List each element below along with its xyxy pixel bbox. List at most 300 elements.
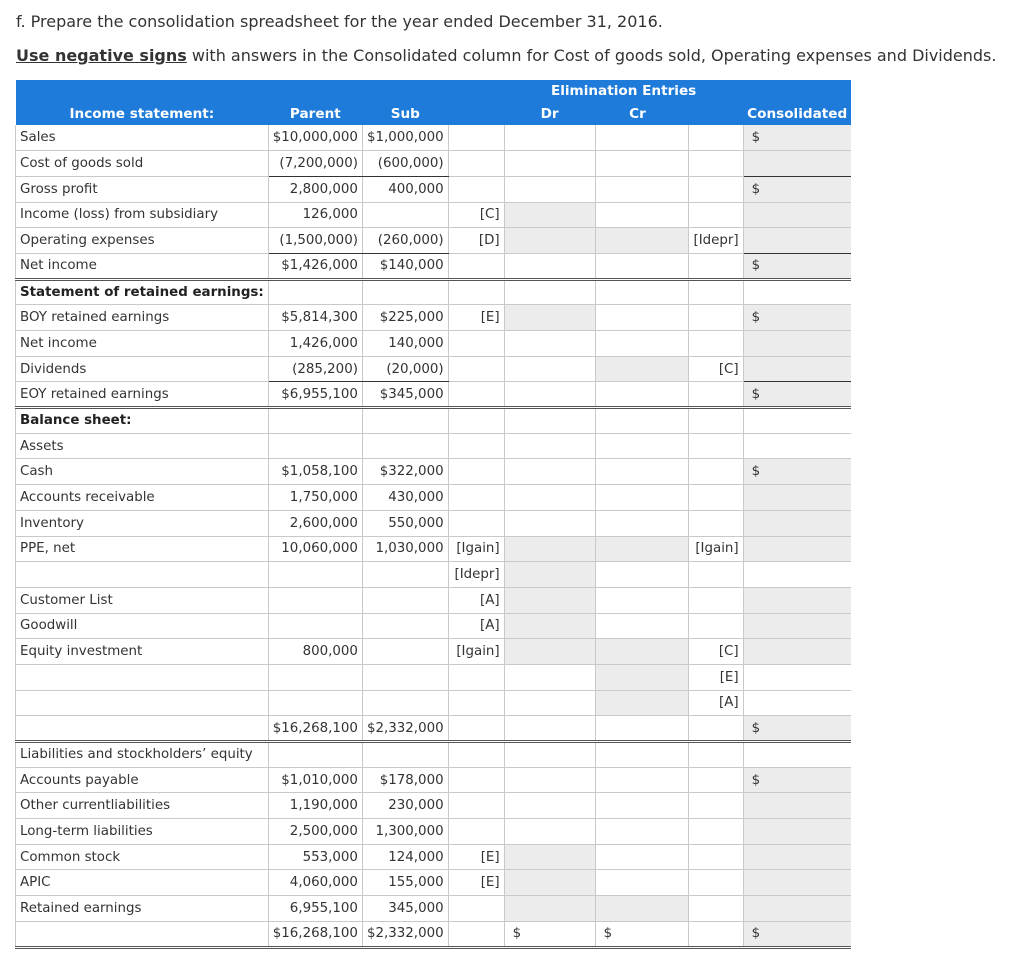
row-label: Liabilities and stockholders’ equity — [16, 742, 269, 768]
dr-reference — [448, 690, 504, 716]
cr-reference — [688, 819, 743, 845]
sub-value: 345,000 — [362, 896, 448, 922]
consolidated-input-cell[interactable] — [743, 742, 851, 768]
dr-input-cell[interactable] — [504, 587, 595, 613]
dr-input-cell[interactable] — [504, 870, 595, 896]
sub-value: $178,000 — [362, 767, 448, 793]
dr-input-cell[interactable] — [504, 202, 595, 228]
cr-reference — [688, 433, 743, 459]
cr-reference: [C] — [688, 356, 743, 382]
dr-reference: [D] — [448, 228, 504, 254]
sub-value: (260,000) — [362, 228, 448, 254]
cr-input-cell[interactable] — [595, 253, 688, 279]
sub-value: 1,300,000 — [362, 819, 448, 845]
cr-input-cell[interactable] — [595, 896, 688, 922]
row-label: Net income — [16, 331, 269, 357]
sub-value: 140,000 — [362, 331, 448, 357]
cr-reference — [688, 767, 743, 793]
sub-value: $345,000 — [362, 382, 448, 408]
dr-input-cell[interactable] — [504, 793, 595, 819]
consolidated-input-cell[interactable] — [743, 639, 851, 665]
dr-input-cell[interactable] — [504, 382, 595, 408]
parent-value: $10,000,000 — [268, 125, 362, 151]
cr-input-cell[interactable] — [595, 562, 688, 588]
cr-input-cell[interactable] — [595, 844, 688, 870]
dr-input-cell[interactable] — [504, 690, 595, 716]
cr-reference — [688, 921, 743, 947]
question-text: f. Prepare the consolidation spreadsheet for the year ended December 31, 2016. — [16, 12, 663, 31]
cr-reference: [C] — [688, 639, 743, 665]
cr-input-cell[interactable]: $ — [595, 921, 688, 947]
consolidated-input-cell[interactable] — [743, 664, 851, 690]
row-label: Accounts receivable — [16, 485, 269, 511]
sub-value: $140,000 — [362, 253, 448, 279]
dr-input-cell[interactable] — [504, 228, 595, 254]
table-row — [16, 896, 852, 922]
consolidated-input-cell[interactable]: $ — [743, 253, 851, 279]
row-label: Long-term liabilities — [16, 819, 269, 845]
row-label: Statement of retained earnings: — [16, 279, 269, 305]
parent-value: (285,200) — [268, 356, 362, 382]
cr-input-cell[interactable] — [595, 587, 688, 613]
table-row — [16, 690, 852, 716]
consolidated-input-cell[interactable] — [743, 562, 851, 588]
sub-value: 550,000 — [362, 510, 448, 536]
sub-value — [362, 742, 448, 768]
consolidated-input-cell[interactable] — [743, 151, 851, 177]
sub-value: (600,000) — [362, 151, 448, 177]
row-label: Cash — [16, 459, 269, 485]
table-row — [16, 587, 852, 613]
dr-reference — [448, 331, 504, 357]
dr-input-cell[interactable] — [504, 536, 595, 562]
row-label: Goodwill — [16, 613, 269, 639]
dr-reference — [448, 485, 504, 511]
table-row — [16, 639, 852, 665]
consolidated-input-cell[interactable] — [743, 870, 851, 896]
cr-reference — [688, 331, 743, 357]
consolidated-input-cell[interactable] — [743, 613, 851, 639]
dr-reference — [448, 510, 504, 536]
row-label: Accounts payable — [16, 767, 269, 793]
elimination-entries-header: Elimination Entries — [504, 80, 743, 102]
parent-value: 2,500,000 — [268, 819, 362, 845]
dr-reference — [448, 896, 504, 922]
parent-value: $1,058,100 — [268, 459, 362, 485]
cr-input-cell[interactable] — [595, 382, 688, 408]
cr-reference: [Igain] — [688, 536, 743, 562]
consolidated-input-cell[interactable] — [743, 331, 851, 357]
dr-reference — [448, 459, 504, 485]
dr-reference — [448, 921, 504, 947]
dr-reference: [E] — [448, 844, 504, 870]
parent-value — [268, 690, 362, 716]
dr-input-cell[interactable] — [504, 151, 595, 177]
row-label: Gross profit — [16, 176, 269, 202]
table-row — [16, 870, 852, 896]
row-label: Other currentliabilities — [16, 793, 269, 819]
dr-reference — [448, 176, 504, 202]
question-line — [16, 12, 663, 31]
dr-reference: [E] — [448, 870, 504, 896]
dr-input-cell[interactable] — [504, 125, 595, 151]
cr-reference — [688, 870, 743, 896]
table-row — [16, 176, 852, 202]
table-row — [16, 819, 852, 845]
dr-reference — [448, 793, 504, 819]
dr-reference: [A] — [448, 613, 504, 639]
dr-input-cell[interactable] — [504, 562, 595, 588]
instruction-text: with answers in the Consolidated column for Cost of goods sold, Operating expenses and Dividends. — [186, 46, 997, 65]
parent-value: 6,955,100 — [268, 896, 362, 922]
dr-reference — [448, 664, 504, 690]
row-label: Assets — [16, 433, 269, 459]
dr-reference — [448, 253, 504, 279]
sub-value: 400,000 — [362, 176, 448, 202]
dr-input-cell[interactable] — [504, 459, 595, 485]
dr-input-cell[interactable]: $ — [504, 921, 595, 947]
cr-reference — [688, 382, 743, 408]
consolidated-header: Consolidated — [743, 102, 851, 125]
cr-reference: [E] — [688, 664, 743, 690]
dr-input-cell[interactable] — [504, 279, 595, 305]
cr-input-cell[interactable] — [595, 870, 688, 896]
sub-value: (20,000) — [362, 356, 448, 382]
sub-value — [362, 408, 448, 434]
cr-reference: [A] — [688, 690, 743, 716]
consolidated-input-cell[interactable] — [743, 202, 851, 228]
row-label — [16, 562, 269, 588]
sub-value: $322,000 — [362, 459, 448, 485]
row-label: Customer List — [16, 587, 269, 613]
consolidated-input-cell[interactable] — [743, 844, 851, 870]
cr-reference — [688, 176, 743, 202]
table-row — [16, 356, 852, 382]
cr-reference — [688, 742, 743, 768]
consolidated-input-cell[interactable] — [743, 793, 851, 819]
cr-input-cell[interactable] — [595, 536, 688, 562]
dr-input-cell[interactable] — [504, 408, 595, 434]
sub-value: $1,000,000 — [362, 125, 448, 151]
consolidated-input-cell[interactable]: $ — [743, 459, 851, 485]
cr-reference — [688, 510, 743, 536]
table-row — [16, 921, 852, 947]
dr-input-cell[interactable] — [504, 613, 595, 639]
consolidated-input-cell[interactable] — [743, 485, 851, 511]
table-row — [16, 253, 852, 279]
dr-reference — [448, 716, 504, 742]
parent-value — [268, 433, 362, 459]
consolidated-input-cell[interactable]: $ — [743, 921, 851, 947]
cr-input-cell[interactable] — [595, 485, 688, 511]
consolidated-input-cell[interactable]: $ — [743, 382, 851, 408]
parent-value: 1,750,000 — [268, 485, 362, 511]
parent-value: 4,060,000 — [268, 870, 362, 896]
sub-value — [362, 639, 448, 665]
consolidated-input-cell[interactable] — [743, 356, 851, 382]
dr-reference — [448, 151, 504, 177]
parent-value — [268, 587, 362, 613]
table-row — [16, 125, 852, 151]
cr-reference: [Idepr] — [688, 228, 743, 254]
table-row — [16, 767, 852, 793]
cr-reference — [688, 485, 743, 511]
dr-input-cell[interactable] — [504, 305, 595, 331]
table-row — [16, 433, 852, 459]
table-row — [16, 331, 852, 357]
parent-value — [268, 562, 362, 588]
cr-input-cell[interactable] — [595, 639, 688, 665]
consolidated-input-cell[interactable] — [743, 408, 851, 434]
dr-input-cell[interactable] — [504, 819, 595, 845]
cr-reference — [688, 562, 743, 588]
row-label: Net income — [16, 253, 269, 279]
cr-input-cell[interactable] — [595, 433, 688, 459]
sub-value: 430,000 — [362, 485, 448, 511]
row-label — [16, 921, 269, 947]
row-label: Income (loss) from subsidiary — [16, 202, 269, 228]
consolidated-input-cell[interactable] — [743, 228, 851, 254]
table-row — [16, 664, 852, 690]
sub-value: 124,000 — [362, 844, 448, 870]
parent-value — [268, 613, 362, 639]
table-row — [16, 202, 852, 228]
sub-value: $2,332,000 — [362, 921, 448, 947]
consolidated-input-cell[interactable]: $ — [743, 125, 851, 151]
consolidated-input-cell[interactable] — [743, 819, 851, 845]
consolidated-input-cell[interactable] — [743, 433, 851, 459]
dr-input-cell[interactable] — [504, 356, 595, 382]
cr-reference — [688, 896, 743, 922]
dr-reference: [E] — [448, 305, 504, 331]
consolidated-input-cell[interactable]: $ — [743, 305, 851, 331]
parent-value: (7,200,000) — [268, 151, 362, 177]
dr-input-cell[interactable] — [504, 716, 595, 742]
parent-value: $1,010,000 — [268, 767, 362, 793]
dr-input-cell[interactable] — [504, 176, 595, 202]
sub-value — [362, 562, 448, 588]
row-label: Sales — [16, 125, 269, 151]
dr-header: Dr — [504, 102, 595, 125]
row-label: Operating expenses — [16, 228, 269, 254]
table-row — [16, 793, 852, 819]
dr-reference — [448, 742, 504, 768]
dr-input-cell[interactable] — [504, 433, 595, 459]
consolidated-input-cell[interactable] — [743, 690, 851, 716]
cr-reference — [688, 793, 743, 819]
row-label: EOY retained earnings — [16, 382, 269, 408]
dr-input-cell[interactable] — [504, 767, 595, 793]
cr-reference — [688, 305, 743, 331]
parent-value — [268, 408, 362, 434]
cr-input-cell[interactable] — [595, 793, 688, 819]
sub-value — [362, 202, 448, 228]
cr-input-cell[interactable] — [595, 305, 688, 331]
consolidation-spreadsheet — [15, 80, 851, 949]
table-row — [16, 485, 852, 511]
cr-input-cell[interactable] — [595, 716, 688, 742]
dr-reference — [448, 408, 504, 434]
cr-reference — [688, 279, 743, 305]
parent-value: 553,000 — [268, 844, 362, 870]
dr-input-cell[interactable] — [504, 664, 595, 690]
cr-input-cell[interactable] — [595, 408, 688, 434]
row-label: Equity investment — [16, 639, 269, 665]
sub-value: 230,000 — [362, 793, 448, 819]
row-label: Balance sheet: — [16, 408, 269, 434]
cr-reference — [688, 459, 743, 485]
cr-reference — [688, 202, 743, 228]
row-label: PPE, net — [16, 536, 269, 562]
parent-value: 1,426,000 — [268, 331, 362, 357]
cr-reference — [688, 151, 743, 177]
cr-input-cell[interactable] — [595, 690, 688, 716]
parent-value — [268, 664, 362, 690]
dr-input-cell[interactable] — [504, 742, 595, 768]
income-statement-header: Income statement: — [16, 102, 269, 125]
sub-value — [362, 613, 448, 639]
row-label — [16, 690, 269, 716]
table-row — [16, 151, 852, 177]
consolidated-input-cell[interactable] — [743, 896, 851, 922]
row-label: APIC — [16, 870, 269, 896]
row-label: Inventory — [16, 510, 269, 536]
table-row — [16, 228, 852, 254]
cr-input-cell[interactable] — [595, 356, 688, 382]
table-row — [16, 408, 852, 434]
table-row — [16, 844, 852, 870]
parent-value: 2,600,000 — [268, 510, 362, 536]
cr-input-cell[interactable] — [595, 613, 688, 639]
cr-input-cell[interactable] — [595, 279, 688, 305]
table-row — [16, 382, 852, 408]
parent-value: (1,500,000) — [268, 228, 362, 254]
table-row — [16, 305, 852, 331]
dr-input-cell[interactable] — [504, 253, 595, 279]
cr-input-cell[interactable] — [595, 331, 688, 357]
parent-value: 10,060,000 — [268, 536, 362, 562]
parent-value: 800,000 — [268, 639, 362, 665]
dr-reference — [448, 356, 504, 382]
sub-value — [362, 587, 448, 613]
cr-reference — [688, 408, 743, 434]
row-label — [16, 664, 269, 690]
cr-reference — [688, 844, 743, 870]
dr-reference: [Igain] — [448, 639, 504, 665]
consolidated-input-cell[interactable] — [743, 510, 851, 536]
parent-value — [268, 279, 362, 305]
cr-input-cell[interactable] — [595, 510, 688, 536]
parent-value: $1,426,000 — [268, 253, 362, 279]
parent-value: $16,268,100 — [268, 921, 362, 947]
cr-input-cell[interactable] — [595, 742, 688, 768]
cr-input-cell[interactable] — [595, 819, 688, 845]
cr-reference — [688, 125, 743, 151]
consolidated-input-cell[interactable]: $ — [743, 176, 851, 202]
consolidated-input-cell[interactable] — [743, 587, 851, 613]
cr-reference — [688, 716, 743, 742]
table-row — [16, 716, 852, 742]
parent-value: $6,955,100 — [268, 382, 362, 408]
dr-reference — [448, 819, 504, 845]
consolidated-input-cell[interactable] — [743, 279, 851, 305]
row-label: Cost of goods sold — [16, 151, 269, 177]
cr-input-cell[interactable] — [595, 176, 688, 202]
dr-input-cell[interactable] — [504, 844, 595, 870]
dr-input-cell[interactable] — [504, 510, 595, 536]
sub-value — [362, 433, 448, 459]
table-row — [16, 536, 852, 562]
sub-value — [362, 664, 448, 690]
table-row — [16, 459, 852, 485]
sub-header: Sub — [362, 102, 448, 125]
dr-reference — [448, 279, 504, 305]
dr-reference — [448, 767, 504, 793]
table-row — [16, 279, 852, 305]
table-row — [16, 562, 852, 588]
cr-input-cell[interactable] — [595, 125, 688, 151]
consolidated-input-cell[interactable] — [743, 536, 851, 562]
table-row — [16, 613, 852, 639]
dr-input-cell[interactable] — [504, 639, 595, 665]
parent-header: Parent — [268, 102, 362, 125]
parent-value: 126,000 — [268, 202, 362, 228]
parent-value: $5,814,300 — [268, 305, 362, 331]
parent-value: 1,190,000 — [268, 793, 362, 819]
parent-value: $16,268,100 — [268, 716, 362, 742]
sub-value: 1,030,000 — [362, 536, 448, 562]
dr-reference: [A] — [448, 587, 504, 613]
dr-input-cell[interactable] — [504, 331, 595, 357]
sub-value — [362, 279, 448, 305]
dr-reference: [Igain] — [448, 536, 504, 562]
cr-header: Cr — [595, 102, 688, 125]
row-label: Retained earnings — [16, 896, 269, 922]
cr-input-cell[interactable] — [595, 228, 688, 254]
dr-reference: [Idepr] — [448, 562, 504, 588]
cr-input-cell[interactable] — [595, 151, 688, 177]
parent-value — [268, 742, 362, 768]
sub-value — [362, 690, 448, 716]
table-row — [16, 742, 852, 768]
cr-input-cell[interactable] — [595, 202, 688, 228]
table-row — [16, 510, 852, 536]
row-label: BOY retained earnings — [16, 305, 269, 331]
sub-value: $225,000 — [362, 305, 448, 331]
sub-value: $2,332,000 — [362, 716, 448, 742]
cr-reference — [688, 587, 743, 613]
consolidated-input-cell[interactable]: $ — [743, 767, 851, 793]
parent-value: 2,800,000 — [268, 176, 362, 202]
cr-reference — [688, 613, 743, 639]
dr-reference: [C] — [448, 202, 504, 228]
cr-input-cell[interactable] — [595, 767, 688, 793]
row-label: Common stock — [16, 844, 269, 870]
dr-reference — [448, 433, 504, 459]
cr-reference — [688, 253, 743, 279]
dr-input-cell[interactable] — [504, 896, 595, 922]
dr-reference — [448, 382, 504, 408]
instruction-line — [16, 46, 996, 65]
instruction-emphasis: Use negative signs — [16, 46, 187, 65]
sub-value: 155,000 — [362, 870, 448, 896]
cr-input-cell[interactable] — [595, 459, 688, 485]
cr-input-cell[interactable] — [595, 664, 688, 690]
dr-reference — [448, 125, 504, 151]
consolidated-input-cell[interactable]: $ — [743, 716, 851, 742]
row-label — [16, 716, 269, 742]
dr-input-cell[interactable] — [504, 485, 595, 511]
